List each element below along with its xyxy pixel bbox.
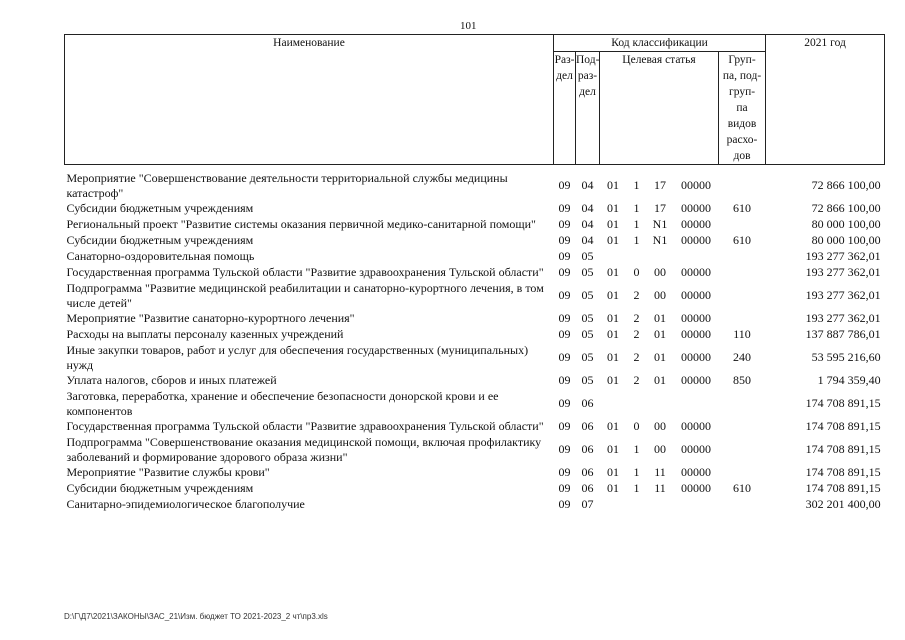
expense-type-cell: 850	[733, 373, 752, 387]
header-razdel	[554, 52, 576, 165]
podrazdel-cell: 05	[581, 265, 594, 279]
target-subprogram-cell	[627, 497, 647, 513]
target-program-cell: 01	[607, 288, 619, 302]
table-row	[65, 233, 885, 249]
amount-2021-cell: 137 887 786,01	[805, 327, 881, 341]
row-name-cell: Подпрограмма "Развитие медицинской реабилитации и санаторно-курортного лечения, в том числе детей"	[66, 281, 544, 310]
target-event-cell	[647, 249, 674, 265]
target-subprogram-cell: 1	[633, 217, 640, 231]
target-subprogram-cell: 2	[633, 311, 640, 325]
razdel-cell: 09	[558, 350, 571, 364]
expense-type-cell	[719, 435, 766, 465]
target-program-cell: 01	[607, 327, 619, 341]
row-name-cell: Заготовка, переработка, хранение и обеспечение безопасности донорской крови и ее компонентов	[66, 389, 499, 418]
podrazdel-cell: 04	[581, 201, 594, 215]
row-name-cell: Мероприятие "Совершенствование деятельности территориальной службы медицины катастроф"	[66, 171, 508, 200]
podrazdel-cell: 05	[581, 327, 594, 341]
row-name-cell: Расходы на выплаты персоналу казенных учреждений	[66, 327, 344, 342]
target-subprogram-cell	[627, 249, 647, 265]
table-row	[65, 217, 885, 233]
podrazdel-cell: 05	[581, 311, 594, 325]
podrazdel-cell: 06	[581, 396, 594, 410]
target-program-cell: 01	[607, 419, 619, 433]
expense-type-cell	[719, 311, 766, 327]
target-subprogram-cell: 2	[633, 373, 640, 387]
podrazdel-cell: 06	[581, 465, 594, 479]
podrazdel-cell: 07	[581, 497, 594, 511]
row-name-cell: Санитарно-эпидемиологическое благополучие	[66, 497, 305, 512]
table-row	[65, 435, 885, 465]
table-row	[65, 201, 885, 217]
table-row	[65, 327, 885, 343]
podrazdel-cell: 05	[581, 249, 594, 263]
target-event-cell: 00	[654, 265, 666, 279]
row-name-cell: Мероприятие "Развитие службы крови"	[66, 465, 270, 480]
header-podrazdel	[576, 52, 600, 165]
expense-type-cell	[719, 497, 766, 513]
target-direction-cell: 00000	[681, 327, 711, 341]
target-event-cell: 11	[654, 481, 666, 495]
podrazdel-cell: 06	[581, 419, 594, 433]
razdel-cell: 09	[558, 327, 571, 341]
row-name-cell: Субсидии бюджетным учреждениям	[66, 481, 254, 496]
target-direction-cell	[674, 389, 719, 419]
razdel-cell: 09	[558, 465, 571, 479]
budget-table	[64, 34, 885, 513]
target-direction-cell: 00000	[681, 265, 711, 279]
target-program-cell: 01	[607, 350, 619, 364]
table-row	[65, 281, 885, 311]
podrazdel-cell: 05	[581, 373, 594, 387]
row-name-cell: Санаторно-оздоровительная помощь	[66, 249, 255, 264]
table-row	[65, 373, 885, 389]
razdel-cell: 09	[558, 233, 571, 247]
amount-2021-cell: 174 708 891,15	[805, 442, 881, 456]
header-vid-label: Груп- па, под- груп- па видов расхо- дов	[722, 54, 762, 162]
table-row	[65, 465, 885, 481]
table-row	[65, 165, 885, 202]
target-direction-cell: 00000	[681, 350, 711, 364]
header-target: Целевая статья	[600, 52, 719, 165]
target-subprogram-cell: 1	[633, 465, 640, 479]
table-row	[65, 497, 885, 513]
target-program-cell	[600, 497, 627, 513]
table-header	[65, 35, 885, 165]
row-name-cell: Уплата налогов, сборов и иных платежей	[66, 373, 277, 388]
razdel-cell: 09	[558, 373, 571, 387]
target-program-cell: 01	[607, 201, 619, 215]
target-direction-cell: 00000	[681, 201, 711, 215]
row-name-cell: Субсидии бюджетным учреждениям	[66, 201, 254, 216]
expense-type-cell: 610	[733, 233, 752, 247]
target-program-cell: 01	[607, 233, 619, 247]
expense-type-cell: 610	[733, 481, 752, 495]
target-event-cell: 01	[654, 311, 666, 325]
podrazdel-cell: 06	[581, 481, 594, 495]
razdel-cell: 09	[558, 178, 571, 192]
target-event-cell: 17	[654, 178, 666, 192]
target-subprogram-cell: 0	[633, 265, 640, 279]
header-vid	[719, 52, 766, 165]
header-code-group: Код классификации	[554, 35, 766, 52]
target-event-cell: 01	[654, 350, 666, 364]
amount-2021-cell: 193 277 362,01	[805, 265, 881, 279]
podrazdel-cell: 04	[581, 217, 594, 231]
table-row	[65, 481, 885, 497]
table-row	[65, 249, 885, 265]
row-name-cell: Субсидии бюджетным учреждениям	[66, 233, 254, 248]
amount-2021-cell: 174 708 891,15	[805, 465, 881, 479]
target-program-cell: 01	[607, 465, 619, 479]
expense-type-cell	[719, 419, 766, 435]
razdel-cell: 09	[558, 396, 571, 410]
amount-2021-cell: 174 708 891,15	[805, 419, 881, 433]
footer-file-path: D:\Г\Д7\2021\ЗАКОНЫ\ЗАС_21\Изм. бюджет ТО 2021-2023_2 чт\пр3.xls	[64, 612, 328, 621]
target-event-cell: N1	[652, 233, 668, 247]
target-direction-cell: 00000	[681, 465, 711, 479]
razdel-cell: 09	[558, 481, 571, 495]
expense-type-cell	[719, 281, 766, 311]
razdel-cell: 09	[558, 217, 571, 231]
amount-2021-cell: 53 595 216,60	[811, 350, 881, 364]
target-event-cell: 00	[654, 288, 666, 302]
razdel-cell: 09	[558, 201, 571, 215]
target-direction-cell: 00000	[681, 442, 711, 456]
header-name: Наименование	[65, 35, 554, 165]
table-row	[65, 343, 885, 373]
target-subprogram-cell: 1	[633, 481, 640, 495]
target-event-cell	[647, 497, 674, 513]
target-program-cell	[600, 249, 627, 265]
podrazdel-cell: 04	[581, 178, 594, 192]
razdel-cell: 09	[558, 442, 571, 456]
razdel-cell: 09	[558, 249, 571, 263]
podrazdel-cell: 04	[581, 233, 594, 247]
row-name-cell: Государственная программа Тульской области "Развитие здравоохранения Тульской области"	[66, 265, 544, 280]
razdel-cell: 09	[558, 265, 571, 279]
row-name-cell: Региональный проект "Развитие системы оказания первичной медико-санитарной помощи"	[66, 217, 536, 232]
target-program-cell: 01	[607, 311, 619, 325]
podrazdel-cell: 06	[581, 442, 594, 456]
target-subprogram-cell: 2	[633, 327, 640, 341]
table-row	[65, 311, 885, 327]
razdel-cell: 09	[558, 311, 571, 325]
expense-type-cell	[719, 249, 766, 265]
target-direction-cell: 00000	[681, 481, 711, 495]
target-subprogram-cell: 1	[633, 233, 640, 247]
table-body	[65, 165, 885, 514]
amount-2021-cell: 302 201 400,00	[805, 497, 881, 511]
amount-2021-cell: 174 708 891,15	[805, 396, 881, 410]
row-name-cell: Мероприятие "Развитие санаторно-курортного лечения"	[66, 311, 355, 326]
table-row	[65, 265, 885, 281]
target-event-cell: 00	[654, 419, 666, 433]
expense-type-cell: 240	[733, 350, 752, 364]
target-subprogram-cell: 1	[633, 178, 640, 192]
amount-2021-cell: 72 866 100,00	[811, 201, 881, 215]
target-subprogram-cell: 0	[633, 419, 640, 433]
expense-type-cell	[719, 265, 766, 281]
target-subprogram-cell: 1	[633, 442, 640, 456]
amount-2021-cell: 174 708 891,15	[805, 481, 881, 495]
row-name-cell: Иные закупки товаров, работ и услуг для обеспечения государственных (муниципальных) нужд	[66, 343, 529, 372]
target-program-cell: 01	[607, 217, 619, 231]
amount-2021-cell: 193 277 362,01	[805, 249, 881, 263]
target-program-cell: 01	[607, 481, 619, 495]
target-direction-cell: 00000	[681, 178, 711, 192]
target-program-cell: 01	[607, 265, 619, 279]
expense-type-cell	[719, 465, 766, 481]
target-direction-cell: 00000	[681, 233, 711, 247]
expense-type-cell: 110	[733, 327, 751, 341]
amount-2021-cell: 80 000 100,00	[811, 217, 881, 231]
target-event-cell: 01	[654, 373, 666, 387]
podrazdel-cell: 05	[581, 350, 594, 364]
expense-type-cell	[719, 389, 766, 419]
target-program-cell: 01	[607, 373, 619, 387]
target-direction-cell: 00000	[681, 373, 711, 387]
target-direction-cell: 00000	[681, 311, 711, 325]
amount-2021-cell: 193 277 362,01	[805, 288, 881, 302]
table-row	[65, 419, 885, 435]
razdel-cell: 09	[558, 419, 571, 433]
target-event-cell: 17	[654, 201, 666, 215]
row-name-cell: Государственная программа Тульской области "Развитие здравоохранения Тульской области"	[66, 419, 544, 434]
target-event-cell: N1	[652, 217, 668, 231]
target-program-cell	[600, 389, 627, 419]
podrazdel-cell: 05	[581, 288, 594, 302]
header-podrazdel-label: Под- раз- дел	[576, 54, 600, 98]
target-subprogram-cell: 2	[633, 350, 640, 364]
target-program-cell: 01	[607, 178, 619, 192]
page-number: 101	[460, 20, 477, 32]
razdel-cell: 09	[558, 497, 571, 511]
target-subprogram-cell	[627, 389, 647, 419]
row-name-cell: Подпрограмма "Совершенствование оказания медицинской помощи, включая профилактику заболеваний и формирование здорового образа жизни"	[66, 435, 542, 464]
razdel-cell: 09	[558, 288, 571, 302]
target-direction-cell	[674, 249, 719, 265]
target-subprogram-cell: 1	[633, 201, 640, 215]
target-event-cell: 00	[654, 442, 666, 456]
target-direction-cell: 00000	[681, 217, 711, 231]
target-event-cell: 11	[654, 465, 666, 479]
amount-2021-cell: 1 794 359,40	[817, 373, 881, 387]
target-subprogram-cell: 2	[633, 288, 640, 302]
target-event-cell: 01	[654, 327, 666, 341]
target-direction-cell	[674, 497, 719, 513]
amount-2021-cell: 193 277 362,01	[805, 311, 881, 325]
header-year: 2021 год	[766, 35, 885, 165]
target-direction-cell: 00000	[681, 419, 711, 433]
amount-2021-cell: 80 000 100,00	[811, 233, 881, 247]
table-row	[65, 389, 885, 419]
target-program-cell: 01	[607, 442, 619, 456]
target-direction-cell: 00000	[681, 288, 711, 302]
header-razdel-label: Раз- дел	[554, 54, 575, 82]
target-event-cell	[647, 389, 674, 419]
expense-type-cell	[719, 165, 766, 202]
expense-type-cell	[719, 217, 766, 233]
expense-type-cell: 610	[733, 201, 752, 215]
amount-2021-cell: 72 866 100,00	[811, 178, 881, 192]
